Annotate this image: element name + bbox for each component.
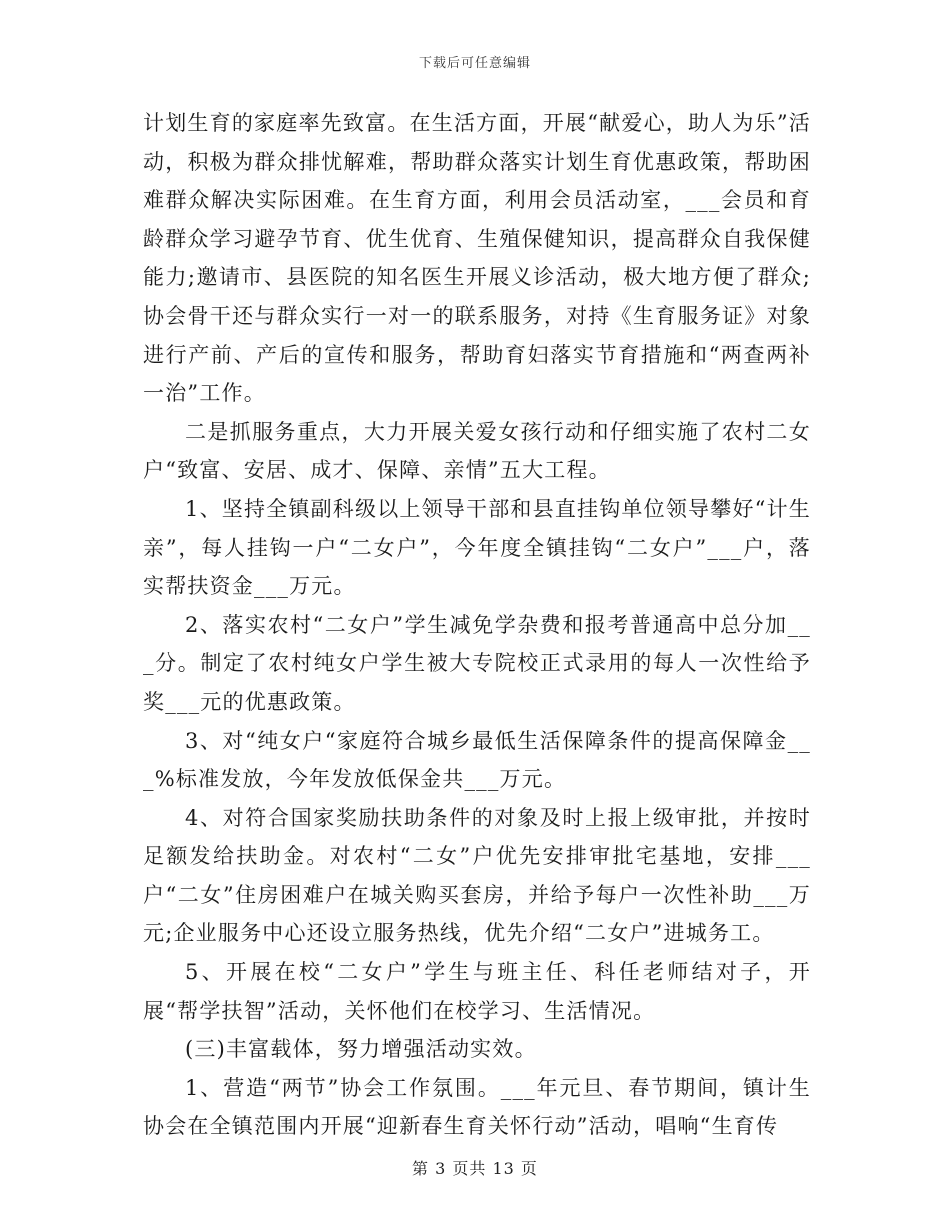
- document-body: [143, 104, 811, 1146]
- paragraph: 5、开展在校“二女户”学生与班主任、科任老师结对子，开展“帮学扶智”活动，关怀他们在校学习、生活情况。: [143, 960, 811, 1023]
- paragraph: 2、落实农村“二女户”学生减免学杂费和报考普通高中总分加___分。制定了农村纯女户学生被大专院校正式录用的每人一次性给予奖___元的优惠政策。: [143, 612, 811, 714]
- paragraph: 1、坚持全镇副科级以上领导干部和县直挂钩单位领导攀好“计生亲”，每人挂钩一户“二女户”，今年度全镇挂钩“二女户”___户，落实帮扶资金___万元。: [143, 496, 811, 599]
- paragraph: 1、营造“两节”协会工作氛围。___年元旦、春节期间，镇计生协会在全镇范围内开展“迎新春生育关怀行动”活动，唱响“生育传: [143, 1075, 811, 1139]
- paragraph: 3、对“纯女户“家庭符合城乡最低生活保障条件的提高保障金___%标准发放，今年发放低保金共___万元。: [143, 728, 811, 792]
- paragraph: 4、对符合国家奖励扶助条件的对象及时上报上级审批，并按时足额发给扶助金。对农村“二女”户优先安排审批宅基地，安排___户“二女”住房困难户在城关购买套房，并给予每户一次性补助___万元;企业服务中心还设立服务热线，优先介绍“二女户”进城务工。: [143, 805, 811, 946]
- paragraph: 二是抓服务重点，大力开展关爱女孩行动和仔细实施了农村二女户“致富、安居、成才、保障、亲情”五大工程。: [143, 419, 811, 483]
- paragraph: 计划生育的家庭率先致富。在生活方面，开展“献爱心，助人为乐”活动，积极为群众排忧解难，帮助群众落实计划生育优惠政策，帮助困难群众解决实际困难。在生育方面，利用会员活动室，___会员和育龄群众学习避孕节育、优生优育、生殖保健知识，提高群众自我保健能力;邀请市、县医院的知名医生开展义诊活动，极大地方便了群众;协会骨干还与群众实行一对一的联系服务，对持《生育服务证》对象进行产前、产后的宣传和服务，帮助育妇落实节育措施和“两查两补一治”工作。: [143, 111, 811, 406]
- page-header: 下载后可任意编辑: [418, 56, 531, 71]
- paragraph: (三)丰富载体，努力增强活动实效。: [185, 1037, 537, 1062]
- page-footer: 第 3 页共 13 页: [412, 1159, 538, 1178]
